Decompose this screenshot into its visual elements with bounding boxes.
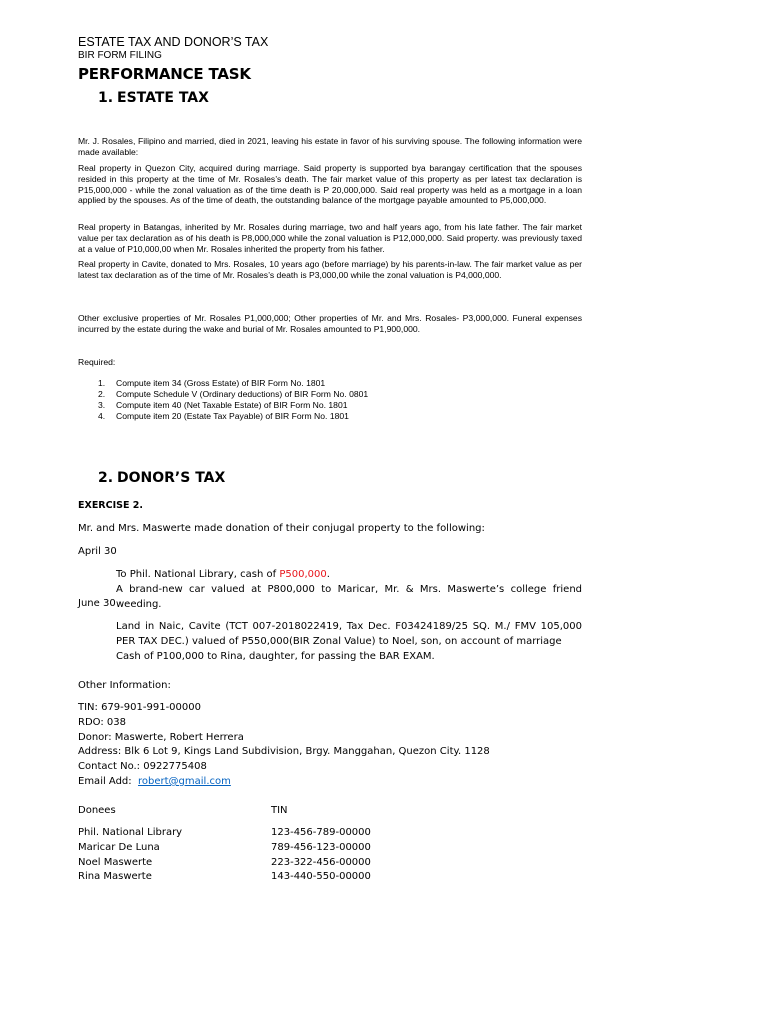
email-label: Email Add: [78,775,132,787]
document-title: ESTATE TAX AND DONOR’S TAX [78,35,269,49]
donor-info-block [78,701,490,790]
section-heading-estate-tax [98,90,209,106]
donation-land: Land in Naic, Cavite (TCT 007-2018022419, Tax Dec. F03424189/25 SQ. M./ FMV 105,000 PER TAX DEC.) valued of P550,000(BIR Zonal Value) to Noel, son, on account of marriage [116,621,582,647]
donee-name: Noel Maswerte [78,856,153,868]
donor-contact: Contact No.: 0922775408 [78,761,207,773]
estate-paragraph-other: Other exclusive properties of Mr. Rosales P1,000,000; Other properties of Mr. and Mrs. Rosales- P3,000,000. Funeral expenses incurred by the estate during the wake and burial of Mr. Rosales amounted to P1,900,000. [78,313,582,334]
section-number: 1. [98,90,114,106]
donation-library: To Phil. National Library, cash of P500,000. [116,569,330,580]
list-item-text: Compute item 34 (Gross Estate) of BIR Form No. 1801 [116,378,326,388]
table-row [78,826,371,841]
table-row [78,870,371,885]
estate-paragraph-batangas: Real property in Batangas, inherited by Mr. Rosales during marriage, two and half years ago, from his late father. The fair market value per tax declaration as of his death is P8,000,000 while the zonal valuation is P12,000,000. Said property. was previously taxed at a value of P10,000,00 when Mr. Rosales inherited the property from his father. [78,222,582,254]
donees-table [78,826,371,885]
donee-name: Phil. National Library [78,827,183,838]
estate-paragraph-cavite: Real property in Cavite, donated to Mrs. Rosales, 10 years ago (before marriage) by his parents-in-law. The fair market value as per latest tax declaration as of the time of Mr. Rosales’s death is P3,000,00 while the zonal valuation is P4,000,000. [78,259,582,280]
date-june-30: June 30 [78,598,116,609]
donor-rdo: RDO: 038 [78,716,126,728]
list-item-number: 3. [98,400,106,410]
section-title: ESTATE TAX [117,90,209,106]
list-item [98,400,368,411]
email-link[interactable]: robert@gmail.com [138,775,231,787]
donor-name: Donor: Maswerte, Robert Herrera [78,731,244,743]
section-title: DONOR’S TAX [117,470,226,486]
donor-tin: TIN: 679-901-991-00000 [78,702,201,713]
donor-email-row [78,775,490,790]
list-item-text: Compute item 40 (Net Taxable Estate) of BIR Form No. 1801 [116,400,348,410]
list-item-number: 1. [98,378,106,388]
donee-name: Rina Maswerte [78,871,152,883]
donee-tin: 223-322-456-00000 [271,856,371,868]
other-information-label: Other Information: [78,680,171,691]
table-row [78,841,371,856]
donee-tin: 143-440-550-00000 [271,871,371,883]
list-item-number: 2. [98,389,106,399]
donee-name: Maricar De Luna [78,841,160,853]
section-number: 2. [98,470,114,486]
required-label: Required: [78,357,116,367]
donee-tin: 789-456-123-00000 [271,841,371,853]
estate-paragraph-quezon: Real property in Quezon City, acquired during marriage. Said property is supported bya barangay certification that the spouses resided in this property at the time of Mr. Rosales’s death. The fair market value of this property as per latest tax declaration is P15,000,000 - while the zonal valuation as of the time death is P 20,000,000. Said real property was held as a mortgage in a loan applied by the spouses. As of the time of death, the outstanding balance of the mortgage payable amounted to P5,000,000. [78,163,582,206]
table-row [78,856,371,871]
list-item-text: Compute Schedule V (Ordinary deductions) of BIR Form No. 0801 [116,389,369,399]
task-heading: PERFORMANCE TASK [78,65,251,83]
list-item-number: 4. [98,411,106,421]
required-list [98,378,368,422]
list-item [98,389,368,400]
date-april-30: April 30 [78,546,117,557]
document-subtitle: BIR FORM FILING [78,50,162,61]
donees-header-row [78,804,288,819]
tin-column-header: TIN [271,805,288,816]
donation-cash-rina: Cash of P100,000 to Rina, daughter, for passing the BAR EXAM. [116,651,435,662]
donation-amount-highlight: P500,000 [279,569,327,580]
donor-address: Address: Blk 6 Lot 9, Kings Land Subdivision, Brgy. Manggahan, Quezon City. 1128 [78,746,490,758]
list-item-text: Compute item 20 (Estate Tax Payable) of BIR Form No. 1801 [116,411,349,421]
exercise-label: EXERCISE 2. [78,500,143,511]
estate-paragraph-intro: Mr. J. Rosales, Filipino and married, died in 2021, leaving his estate in favor of his surviving spouse. The following information were made available: [78,136,582,157]
donation-car: A brand-new car valued at P800,000 to Maricar, Mr. & Mrs. Maswerte’s college friend weeding. [116,584,582,610]
section-heading-donors-tax [98,470,225,486]
donation-intro: Mr. and Mrs. Maswerte made donation of their conjugal property to the following: [78,523,485,534]
donees-column-header: Donees [78,805,116,816]
donee-tin: 123-456-789-00000 [271,827,371,838]
list-item [98,378,368,389]
list-item [98,411,368,422]
